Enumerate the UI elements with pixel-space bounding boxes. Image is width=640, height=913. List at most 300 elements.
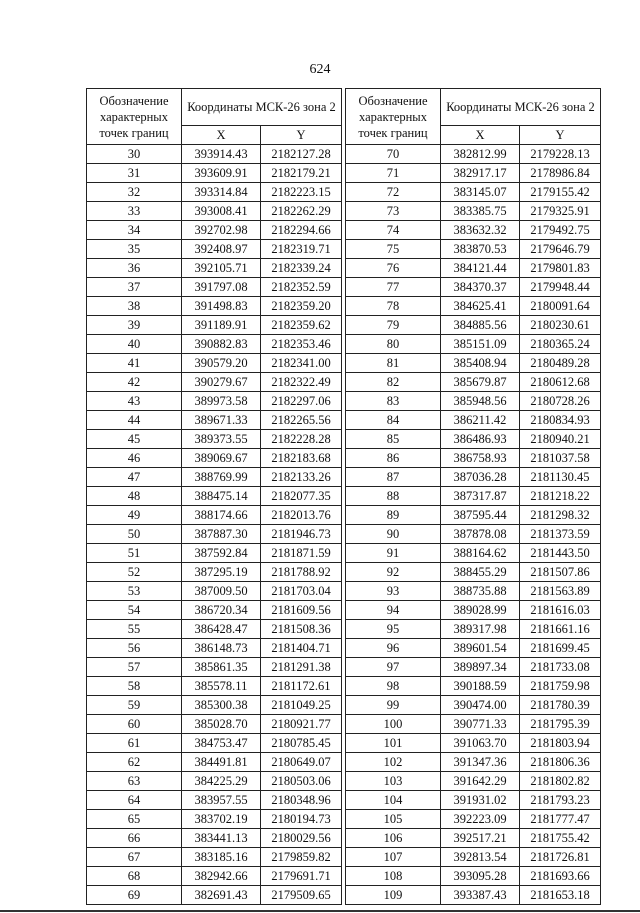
table-row — [87, 240, 342, 259]
point-id-cell: 103 — [346, 772, 441, 791]
y-coordinate-cell: 2181780.39 — [520, 696, 601, 715]
point-id-cell: 57 — [87, 658, 182, 677]
table-row — [346, 677, 601, 696]
x-coordinate-cell: 393095.28 — [441, 867, 520, 886]
x-coordinate-cell: 385861.35 — [182, 658, 261, 677]
x-coordinate-cell: 384225.29 — [182, 772, 261, 791]
y-coordinate-cell: 2181793.23 — [520, 791, 601, 810]
table-row — [87, 449, 342, 468]
table-row — [87, 601, 342, 620]
y-coordinate-cell: 2181218.22 — [520, 487, 601, 506]
y-coordinate-cell: 2182133.26 — [261, 468, 342, 487]
y-coordinate-cell: 2182341.00 — [261, 354, 342, 373]
point-id-cell: 45 — [87, 430, 182, 449]
y-coordinate-cell: 2182322.49 — [261, 373, 342, 392]
point-id-cell: 40 — [87, 335, 182, 354]
table-row — [87, 544, 342, 563]
header-y: Y — [261, 126, 342, 145]
y-coordinate-cell: 2182013.76 — [261, 506, 342, 525]
point-id-cell: 54 — [87, 601, 182, 620]
point-id-cell: 76 — [346, 259, 441, 278]
table-row — [346, 354, 601, 373]
table-row — [346, 297, 601, 316]
table-row — [346, 658, 601, 677]
header-x: X — [441, 126, 520, 145]
point-id-cell: 105 — [346, 810, 441, 829]
x-coordinate-cell: 391189.91 — [182, 316, 261, 335]
header-x: X — [182, 126, 261, 145]
x-coordinate-cell: 389373.55 — [182, 430, 261, 449]
x-coordinate-cell: 393609.91 — [182, 164, 261, 183]
y-coordinate-cell: 2179492.75 — [520, 221, 601, 240]
table-row — [346, 886, 601, 905]
table-row — [346, 430, 601, 449]
table-row — [87, 316, 342, 335]
table-row — [346, 335, 601, 354]
x-coordinate-cell: 385578.11 — [182, 677, 261, 696]
point-id-cell: 87 — [346, 468, 441, 487]
table-body-right — [346, 145, 601, 905]
y-coordinate-cell: 2180230.61 — [520, 316, 601, 335]
x-coordinate-cell: 386211.42 — [441, 411, 520, 430]
table-row — [346, 506, 601, 525]
point-id-cell: 109 — [346, 886, 441, 905]
x-coordinate-cell: 390188.59 — [441, 677, 520, 696]
y-coordinate-cell: 2182179.21 — [261, 164, 342, 183]
point-id-cell: 70 — [346, 145, 441, 164]
y-coordinate-cell: 2182294.66 — [261, 221, 342, 240]
point-id-cell: 81 — [346, 354, 441, 373]
x-coordinate-cell: 389897.34 — [441, 658, 520, 677]
y-coordinate-cell: 2180940.21 — [520, 430, 601, 449]
point-id-cell: 46 — [87, 449, 182, 468]
table-row — [346, 240, 601, 259]
x-coordinate-cell: 392517.21 — [441, 829, 520, 848]
x-coordinate-cell: 392105.71 — [182, 259, 261, 278]
x-coordinate-cell: 387317.87 — [441, 487, 520, 506]
table-body-left — [87, 145, 342, 905]
table-row — [87, 810, 342, 829]
table-row — [87, 373, 342, 392]
y-coordinate-cell: 2182339.24 — [261, 259, 342, 278]
table-row — [87, 525, 342, 544]
y-coordinate-cell: 2181777.47 — [520, 810, 601, 829]
table-row — [87, 563, 342, 582]
y-coordinate-cell: 2179859.82 — [261, 848, 342, 867]
x-coordinate-cell: 383385.75 — [441, 202, 520, 221]
point-id-cell: 47 — [87, 468, 182, 487]
x-coordinate-cell: 390882.83 — [182, 335, 261, 354]
y-coordinate-cell: 2181699.45 — [520, 639, 601, 658]
header-coordinates-group: Координаты МСК-26 зона 2 — [441, 89, 601, 126]
point-id-cell: 63 — [87, 772, 182, 791]
y-coordinate-cell: 2181037.58 — [520, 449, 601, 468]
y-coordinate-cell: 2179325.91 — [520, 202, 601, 221]
x-coordinate-cell: 382942.66 — [182, 867, 261, 886]
point-id-cell: 55 — [87, 620, 182, 639]
point-id-cell: 82 — [346, 373, 441, 392]
x-coordinate-cell: 392223.09 — [441, 810, 520, 829]
y-coordinate-cell: 2180194.73 — [261, 810, 342, 829]
y-coordinate-cell: 2182262.29 — [261, 202, 342, 221]
point-id-cell: 77 — [346, 278, 441, 297]
y-coordinate-cell: 2180921.77 — [261, 715, 342, 734]
table-row — [346, 392, 601, 411]
table-row — [87, 734, 342, 753]
x-coordinate-cell: 388174.66 — [182, 506, 261, 525]
table-row — [346, 183, 601, 202]
table-row — [346, 829, 601, 848]
y-coordinate-cell: 2181609.56 — [261, 601, 342, 620]
table-row — [346, 487, 601, 506]
table-row — [346, 373, 601, 392]
y-coordinate-cell: 2182265.56 — [261, 411, 342, 430]
x-coordinate-cell: 387009.50 — [182, 582, 261, 601]
header-point-label: Обозначение характерных точек границ — [87, 89, 182, 145]
x-coordinate-cell: 383185.16 — [182, 848, 261, 867]
x-coordinate-cell: 391797.08 — [182, 278, 261, 297]
x-coordinate-cell: 384753.47 — [182, 734, 261, 753]
table-row — [87, 867, 342, 886]
point-id-cell: 85 — [346, 430, 441, 449]
x-coordinate-cell: 386486.93 — [441, 430, 520, 449]
x-coordinate-cell: 390474.00 — [441, 696, 520, 715]
table-row — [346, 202, 601, 221]
y-coordinate-cell: 2180489.28 — [520, 354, 601, 373]
table-row — [346, 867, 601, 886]
table-row — [346, 810, 601, 829]
y-coordinate-cell: 2181653.18 — [520, 886, 601, 905]
table-row — [87, 335, 342, 354]
y-coordinate-cell: 2181803.94 — [520, 734, 601, 753]
point-id-cell: 41 — [87, 354, 182, 373]
page-number: 624 — [309, 62, 331, 77]
point-id-cell: 73 — [346, 202, 441, 221]
header-coordinates-group: Координаты МСК-26 зона 2 — [182, 89, 342, 126]
point-id-cell: 59 — [87, 696, 182, 715]
table-row — [87, 392, 342, 411]
point-id-cell: 86 — [346, 449, 441, 468]
table-row — [346, 316, 601, 335]
x-coordinate-cell: 393008.41 — [182, 202, 261, 221]
table-row — [346, 145, 601, 164]
y-coordinate-cell: 2179691.71 — [261, 867, 342, 886]
point-id-cell: 75 — [346, 240, 441, 259]
table-row — [346, 259, 601, 278]
point-id-cell: 61 — [87, 734, 182, 753]
y-coordinate-cell: 2182359.20 — [261, 297, 342, 316]
y-coordinate-cell: 2180612.68 — [520, 373, 601, 392]
y-coordinate-cell: 2180029.56 — [261, 829, 342, 848]
y-coordinate-cell: 2180348.96 — [261, 791, 342, 810]
x-coordinate-cell: 388475.14 — [182, 487, 261, 506]
x-coordinate-cell: 388164.62 — [441, 544, 520, 563]
point-id-cell: 93 — [346, 582, 441, 601]
point-id-cell: 78 — [346, 297, 441, 316]
table-row — [346, 639, 601, 658]
x-coordinate-cell: 390279.67 — [182, 373, 261, 392]
y-coordinate-cell: 2180834.93 — [520, 411, 601, 430]
point-id-cell: 69 — [87, 886, 182, 905]
point-id-cell: 71 — [346, 164, 441, 183]
x-coordinate-cell: 382691.43 — [182, 886, 261, 905]
x-coordinate-cell: 384491.81 — [182, 753, 261, 772]
point-id-cell: 32 — [87, 183, 182, 202]
table-row — [346, 620, 601, 639]
x-coordinate-cell: 384885.56 — [441, 316, 520, 335]
x-coordinate-cell: 383632.32 — [441, 221, 520, 240]
y-coordinate-cell: 2181298.32 — [520, 506, 601, 525]
table-row — [87, 639, 342, 658]
x-coordinate-cell: 389028.99 — [441, 601, 520, 620]
point-id-cell: 89 — [346, 506, 441, 525]
x-coordinate-cell: 393387.43 — [441, 886, 520, 905]
y-coordinate-cell: 2181871.59 — [261, 544, 342, 563]
x-coordinate-cell: 384625.41 — [441, 297, 520, 316]
point-id-cell: 62 — [87, 753, 182, 772]
point-id-cell: 38 — [87, 297, 182, 316]
coordinates-table-right — [345, 88, 601, 905]
table-row — [346, 753, 601, 772]
y-coordinate-cell: 2181759.98 — [520, 677, 601, 696]
table-row — [87, 848, 342, 867]
point-id-cell: 36 — [87, 259, 182, 278]
point-id-cell: 33 — [87, 202, 182, 221]
x-coordinate-cell: 382812.99 — [441, 145, 520, 164]
table-row — [346, 601, 601, 620]
y-coordinate-cell: 2181693.66 — [520, 867, 601, 886]
table-row — [87, 829, 342, 848]
table-row — [87, 297, 342, 316]
y-coordinate-cell: 2182319.71 — [261, 240, 342, 259]
point-id-cell: 43 — [87, 392, 182, 411]
table-row — [346, 696, 601, 715]
table-row — [87, 278, 342, 297]
x-coordinate-cell: 391642.29 — [441, 772, 520, 791]
point-id-cell: 64 — [87, 791, 182, 810]
x-coordinate-cell: 390771.33 — [441, 715, 520, 734]
x-coordinate-cell: 389973.58 — [182, 392, 261, 411]
x-coordinate-cell: 383441.13 — [182, 829, 261, 848]
x-coordinate-cell: 385300.38 — [182, 696, 261, 715]
point-id-cell: 37 — [87, 278, 182, 297]
table-row — [346, 221, 601, 240]
table-row — [87, 202, 342, 221]
x-coordinate-cell: 385028.70 — [182, 715, 261, 734]
x-coordinate-cell: 389671.33 — [182, 411, 261, 430]
point-id-cell: 30 — [87, 145, 182, 164]
x-coordinate-cell: 392408.97 — [182, 240, 261, 259]
y-coordinate-cell: 2179948.44 — [520, 278, 601, 297]
point-id-cell: 51 — [87, 544, 182, 563]
point-id-cell: 35 — [87, 240, 182, 259]
point-id-cell: 39 — [87, 316, 182, 335]
y-coordinate-cell: 2181404.71 — [261, 639, 342, 658]
y-coordinate-cell: 2182183.68 — [261, 449, 342, 468]
x-coordinate-cell: 390579.20 — [182, 354, 261, 373]
point-id-cell: 96 — [346, 639, 441, 658]
y-coordinate-cell: 2179646.79 — [520, 240, 601, 259]
page-bottom-rule — [0, 910, 640, 912]
point-id-cell: 92 — [346, 563, 441, 582]
table-row — [87, 164, 342, 183]
table-row — [87, 772, 342, 791]
point-id-cell: 94 — [346, 601, 441, 620]
y-coordinate-cell: 2181661.16 — [520, 620, 601, 639]
x-coordinate-cell: 385948.56 — [441, 392, 520, 411]
point-id-cell: 83 — [346, 392, 441, 411]
point-id-cell: 44 — [87, 411, 182, 430]
y-coordinate-cell: 2181508.36 — [261, 620, 342, 639]
coordinates-table-left — [86, 88, 342, 905]
point-id-cell: 56 — [87, 639, 182, 658]
x-coordinate-cell: 388769.99 — [182, 468, 261, 487]
x-coordinate-cell: 387036.28 — [441, 468, 520, 487]
point-id-cell: 68 — [87, 867, 182, 886]
point-id-cell: 80 — [346, 335, 441, 354]
y-coordinate-cell: 2179155.42 — [520, 183, 601, 202]
x-coordinate-cell: 385679.87 — [441, 373, 520, 392]
point-id-cell: 72 — [346, 183, 441, 202]
point-id-cell: 79 — [346, 316, 441, 335]
table-row — [346, 164, 601, 183]
point-id-cell: 53 — [87, 582, 182, 601]
table-row — [87, 506, 342, 525]
y-coordinate-cell: 2181130.45 — [520, 468, 601, 487]
point-id-cell: 106 — [346, 829, 441, 848]
table-row — [87, 354, 342, 373]
x-coordinate-cell: 386428.47 — [182, 620, 261, 639]
y-coordinate-cell: 2181507.86 — [520, 563, 601, 582]
point-id-cell: 98 — [346, 677, 441, 696]
point-id-cell: 107 — [346, 848, 441, 867]
y-coordinate-cell: 2181946.73 — [261, 525, 342, 544]
x-coordinate-cell: 389069.67 — [182, 449, 261, 468]
point-id-cell: 108 — [346, 867, 441, 886]
x-coordinate-cell: 391931.02 — [441, 791, 520, 810]
point-id-cell: 49 — [87, 506, 182, 525]
x-coordinate-cell: 387595.44 — [441, 506, 520, 525]
point-id-cell: 91 — [346, 544, 441, 563]
table-row — [87, 430, 342, 449]
y-coordinate-cell: 2180785.45 — [261, 734, 342, 753]
point-id-cell: 50 — [87, 525, 182, 544]
x-coordinate-cell: 393914.43 — [182, 145, 261, 164]
x-coordinate-cell: 391063.70 — [441, 734, 520, 753]
point-id-cell: 58 — [87, 677, 182, 696]
y-coordinate-cell: 2181616.03 — [520, 601, 601, 620]
point-id-cell: 99 — [346, 696, 441, 715]
x-coordinate-cell: 387887.30 — [182, 525, 261, 544]
point-id-cell: 104 — [346, 791, 441, 810]
table-row — [346, 848, 601, 867]
table-row — [87, 411, 342, 430]
header-point-label: Обозначение характерных точек границ — [346, 89, 441, 145]
table-row — [87, 696, 342, 715]
y-coordinate-cell: 2179801.83 — [520, 259, 601, 278]
table-row — [346, 544, 601, 563]
x-coordinate-cell: 385151.09 — [441, 335, 520, 354]
y-coordinate-cell: 2179228.13 — [520, 145, 601, 164]
table-row — [87, 145, 342, 164]
y-coordinate-cell: 2181373.59 — [520, 525, 601, 544]
table-row — [87, 582, 342, 601]
x-coordinate-cell: 393314.84 — [182, 183, 261, 202]
x-coordinate-cell: 388455.29 — [441, 563, 520, 582]
x-coordinate-cell: 385408.94 — [441, 354, 520, 373]
y-coordinate-cell: 2181172.61 — [261, 677, 342, 696]
x-coordinate-cell: 387295.19 — [182, 563, 261, 582]
point-id-cell: 65 — [87, 810, 182, 829]
y-coordinate-cell: 2181755.42 — [520, 829, 601, 848]
y-coordinate-cell: 2181703.04 — [261, 582, 342, 601]
y-coordinate-cell: 2180649.07 — [261, 753, 342, 772]
x-coordinate-cell: 391347.36 — [441, 753, 520, 772]
y-coordinate-cell: 2181806.36 — [520, 753, 601, 772]
x-coordinate-cell: 387592.84 — [182, 544, 261, 563]
x-coordinate-cell: 392813.54 — [441, 848, 520, 867]
x-coordinate-cell: 389601.54 — [441, 639, 520, 658]
y-coordinate-cell: 2178986.84 — [520, 164, 601, 183]
y-coordinate-cell: 2180365.24 — [520, 335, 601, 354]
table-row — [87, 221, 342, 240]
table-row — [346, 772, 601, 791]
y-coordinate-cell: 2182353.46 — [261, 335, 342, 354]
point-id-cell: 100 — [346, 715, 441, 734]
table-row — [346, 734, 601, 753]
x-coordinate-cell: 383957.55 — [182, 791, 261, 810]
table-row — [346, 278, 601, 297]
x-coordinate-cell: 386720.34 — [182, 601, 261, 620]
x-coordinate-cell: 384370.37 — [441, 278, 520, 297]
y-coordinate-cell: 2181795.39 — [520, 715, 601, 734]
y-coordinate-cell: 2182359.62 — [261, 316, 342, 335]
y-coordinate-cell: 2181726.81 — [520, 848, 601, 867]
x-coordinate-cell: 388735.88 — [441, 582, 520, 601]
x-coordinate-cell: 387878.08 — [441, 525, 520, 544]
point-id-cell: 52 — [87, 563, 182, 582]
table-row — [87, 715, 342, 734]
table-row — [87, 468, 342, 487]
table-row — [346, 791, 601, 810]
table-row — [346, 715, 601, 734]
point-id-cell: 101 — [346, 734, 441, 753]
y-coordinate-cell: 2181443.50 — [520, 544, 601, 563]
y-coordinate-cell: 2182228.28 — [261, 430, 342, 449]
y-coordinate-cell: 2182127.28 — [261, 145, 342, 164]
point-id-cell: 102 — [346, 753, 441, 772]
table-row — [346, 468, 601, 487]
x-coordinate-cell: 382917.17 — [441, 164, 520, 183]
point-id-cell: 34 — [87, 221, 182, 240]
point-id-cell: 66 — [87, 829, 182, 848]
table-row — [346, 411, 601, 430]
x-coordinate-cell: 386758.93 — [441, 449, 520, 468]
table-row — [87, 183, 342, 202]
table-row — [87, 487, 342, 506]
y-coordinate-cell: 2181788.92 — [261, 563, 342, 582]
x-coordinate-cell: 392702.98 — [182, 221, 261, 240]
point-id-cell: 74 — [346, 221, 441, 240]
y-coordinate-cell: 2181563.89 — [520, 582, 601, 601]
table-row — [346, 525, 601, 544]
y-coordinate-cell: 2181802.82 — [520, 772, 601, 791]
y-coordinate-cell: 2182352.59 — [261, 278, 342, 297]
x-coordinate-cell: 384121.44 — [441, 259, 520, 278]
y-coordinate-cell: 2179509.65 — [261, 886, 342, 905]
point-id-cell: 48 — [87, 487, 182, 506]
y-coordinate-cell: 2181291.38 — [261, 658, 342, 677]
